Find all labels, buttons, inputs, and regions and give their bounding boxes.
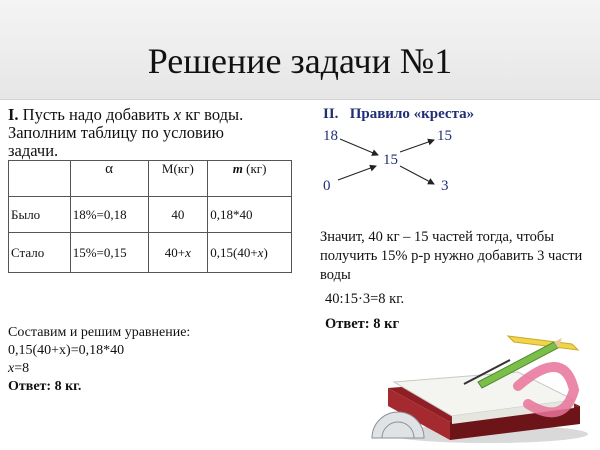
part1-variable: x bbox=[173, 105, 182, 124]
cross-br: 3 bbox=[441, 178, 449, 194]
answer-1: Ответ: 8 кг. bbox=[8, 379, 82, 394]
equation-line-2: 0,15(40+x)=0,18*40 bbox=[8, 343, 125, 358]
part1-text: Пусть надо добавить bbox=[22, 105, 170, 124]
cross-tr: 15 bbox=[437, 128, 452, 144]
alpha-before: 18%=0,18 bbox=[70, 197, 148, 233]
part2-title: Правило «креста» bbox=[349, 106, 475, 122]
part1-line-2: Заполним таблицу по условию bbox=[8, 123, 224, 142]
table-row bbox=[9, 233, 292, 273]
header-m-unit: (кг) bbox=[246, 161, 267, 176]
m-before: 0,18*40 bbox=[208, 197, 292, 233]
table-header-row bbox=[9, 161, 292, 197]
mass-before: 40 bbox=[148, 197, 208, 233]
cross-bl: 0 bbox=[323, 178, 331, 194]
arrow-center-br bbox=[400, 166, 434, 184]
cross-arrows bbox=[320, 128, 470, 198]
conclusion-text: Значит, 40 кг – 15 частей тогда, чтобы получить 15% р-р нужно добавить 3 части воды bbox=[320, 229, 583, 283]
header-m bbox=[208, 161, 292, 197]
alpha-after: 15%=0,15 bbox=[70, 233, 148, 273]
arrow-tl-center bbox=[340, 139, 378, 155]
header-m-var: m bbox=[232, 161, 243, 176]
arrow-center-tr bbox=[400, 140, 434, 152]
conditions-table bbox=[8, 160, 292, 273]
row-label-after: Стало bbox=[9, 233, 71, 273]
part2-number: II. bbox=[323, 106, 339, 122]
part1-number: I. bbox=[8, 105, 19, 124]
part1-text-2: кг воды. bbox=[185, 105, 244, 124]
book-illustration bbox=[368, 330, 598, 448]
equation-line-3: x=8 bbox=[8, 361, 30, 376]
cross-tl: 18 bbox=[323, 128, 338, 144]
arrow-bl-center bbox=[338, 166, 376, 180]
calculation: 40:15·3=8 кг. bbox=[325, 291, 405, 307]
equation-block bbox=[8, 324, 308, 396]
header-alpha: α bbox=[70, 161, 148, 197]
page-title: Решение задачи №1 bbox=[147, 41, 453, 81]
table-corner-cell bbox=[9, 161, 71, 197]
table-row bbox=[9, 197, 292, 233]
part1-line-3: задачи. bbox=[8, 141, 59, 160]
rule-title bbox=[323, 106, 474, 123]
cross-center: 15 bbox=[383, 152, 398, 168]
row-label-before: Было bbox=[9, 197, 71, 233]
header-mass: М(кг) bbox=[148, 161, 208, 197]
equation-line-1: Составим и решим уравнение: bbox=[8, 325, 191, 340]
part1-intro bbox=[8, 106, 308, 160]
mass-after: 40+x bbox=[148, 233, 208, 273]
answer-2: Ответ: 8 кг bbox=[325, 316, 400, 332]
m-after: 0,15(40+x) bbox=[208, 233, 292, 273]
